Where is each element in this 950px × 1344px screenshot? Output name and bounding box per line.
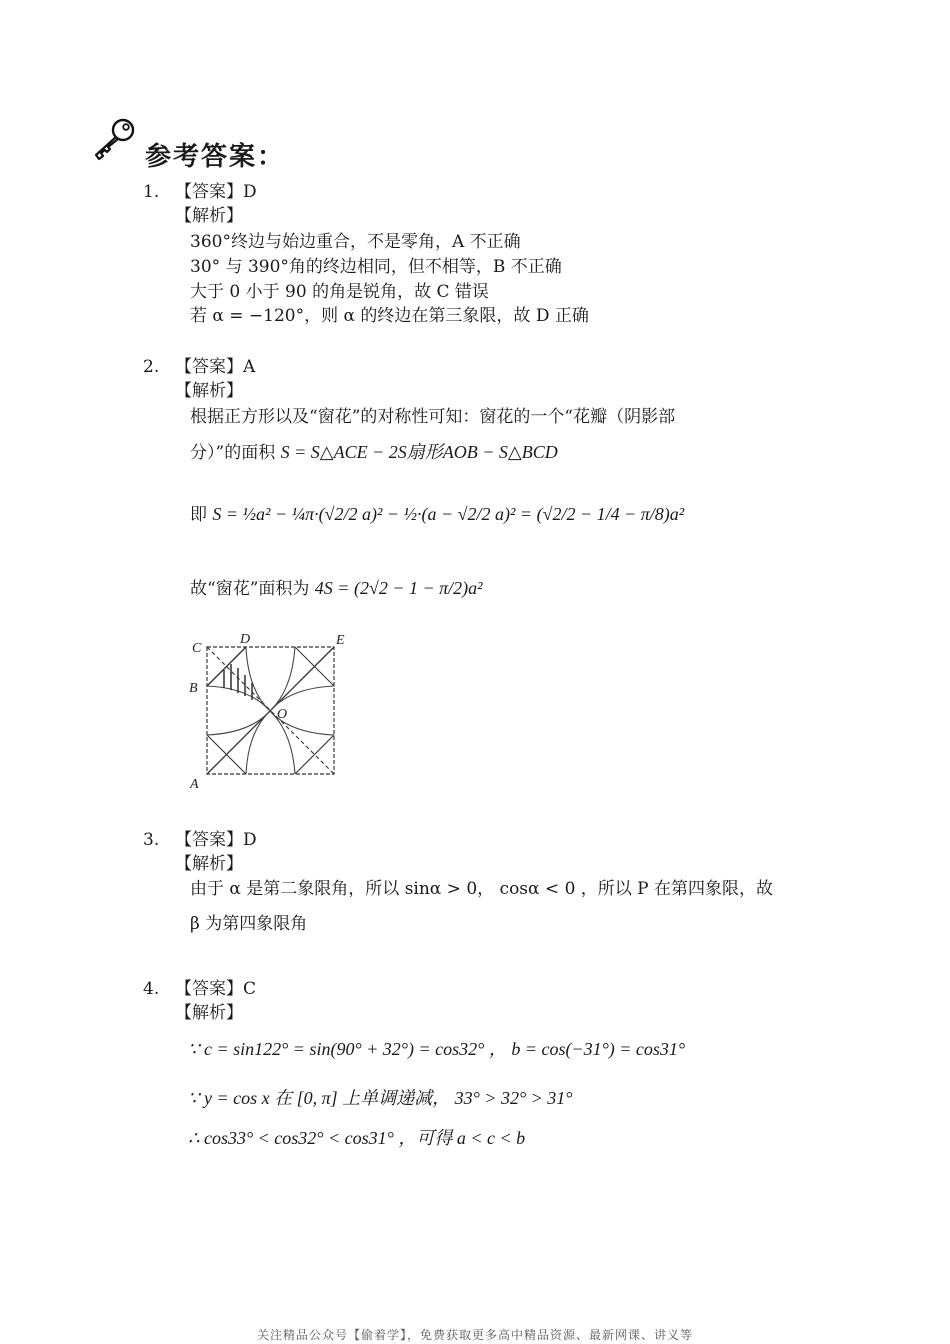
key-icon	[90, 115, 140, 165]
arc-top-right	[270, 647, 295, 711]
q3-line-2: β 为第四象限角	[190, 914, 308, 934]
q1-answer: 【答案】D	[175, 182, 257, 202]
label-d: D	[240, 632, 251, 647]
q1-line-1: 360°终边与始边重合，不是零角，A 不正确	[190, 232, 521, 252]
q2-number: 2.	[143, 357, 160, 377]
q3-analysis-label: 【解析】	[175, 854, 243, 874]
q2-line-2-text: 分）”的面积	[190, 443, 276, 463]
label-o: O	[277, 707, 288, 722]
q2-area-computation: S = ½a² − ¼π·(√2/2 a)² − ½·(a − √2/2 a)² = (√2/2 − 1/4 − π/8)a²	[212, 504, 685, 524]
arc-top-left	[246, 647, 270, 711]
q3-line-1: 由于 α 是第二象限角，所以 sinα > 0， cosα < 0 ，所以 P 在第四象限，故	[190, 879, 774, 899]
q2-line-4-text: 故“窗花”面积为	[190, 579, 310, 599]
page-title: 参考答案：	[145, 142, 286, 172]
q1-line-3: 大于 0 小于 90 的角是锐角，故 C 错误	[190, 282, 489, 302]
q4-line-3: ∴ cos33° < cos32° < cos31° ，可得 a < c < b	[188, 1128, 526, 1148]
q2-line-2	[190, 440, 558, 465]
q4-answer: 【答案】C	[175, 979, 257, 999]
q4-line-2: ∵ y = cos x 在 [0, π] 上单调递减， 33° > 32° > 31°	[188, 1088, 573, 1108]
label-b: B	[189, 681, 198, 696]
arc-bottom-left	[246, 711, 270, 774]
q2-line-3	[190, 502, 684, 527]
q2-total-area: 4S = (2√2 − 1 − π/2)a²	[314, 578, 483, 598]
q2-analysis-label: 【解析】	[175, 381, 243, 401]
q2-answer: 【答案】A	[175, 357, 256, 377]
q2-line-4	[190, 576, 483, 601]
footer-note: 关注精品公众号【偷着学】，免费获取更多高中精品资源、最新网课、讲义等	[256, 1328, 693, 1342]
label-c: C	[192, 641, 202, 656]
q4-line-1: ∵ c = sin122° = sin(90° + 32°) = cos32° ， b = cos(−31°) = cos31°	[188, 1039, 686, 1059]
q1-line-4: 若 α = −120°，则 α 的终边在第三象限，故 D 正确	[190, 306, 589, 326]
q2-area-formula: S = S△ACE − 2S扇形AOB − S△BCD	[280, 442, 558, 462]
label-a: A	[190, 777, 199, 792]
q1-line-2: 30° 与 390°角的终边相同，但不相等，B 不正确	[190, 257, 562, 277]
q4-analysis-label: 【解析】	[175, 1003, 243, 1023]
q1-analysis-label: 【解析】	[175, 206, 243, 226]
q4-number: 4.	[143, 979, 160, 999]
q1-number: 1.	[143, 182, 160, 202]
q3-answer: 【答案】D	[175, 830, 257, 850]
label-e: E	[336, 633, 345, 648]
window-flower-figure	[180, 628, 355, 793]
q3-number: 3.	[143, 830, 160, 850]
q2-line-1: 根据正方形以及“窗花”的对称性可知：窗花的一个“花瓣（阴影部	[190, 407, 676, 427]
q2-line-3-text: 即	[190, 505, 207, 525]
